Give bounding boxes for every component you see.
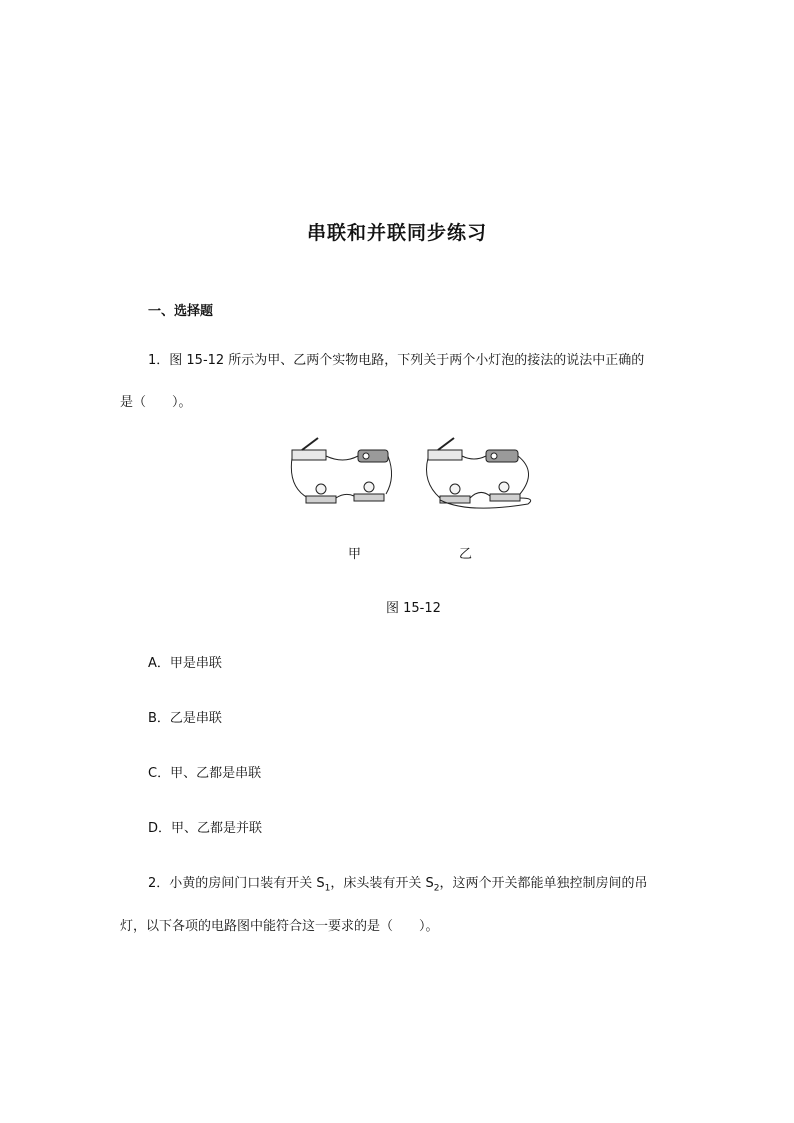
section-heading: 一、选择题: [148, 304, 214, 319]
circuit-jia: [291, 438, 391, 503]
q2-text-part3: ，这两个开关都能单独控制房间的吊: [439, 876, 648, 891]
circuit-figure: [288, 432, 538, 514]
question-2-text-line1: [148, 872, 648, 894]
option-c: C．甲、乙都是串联: [148, 766, 262, 781]
page-title: 串联和并联同步练习: [306, 222, 487, 244]
option-b: B．乙是串联: [148, 711, 222, 726]
option-d: D．甲、乙都是并联: [148, 821, 263, 836]
q2-text-part2: ，床头装有开关 S: [330, 876, 434, 891]
q2-subscript-2: 2: [433, 883, 440, 894]
figure-caption: 图 15-12: [386, 601, 441, 616]
q2-text-part1: 2．小黄的房间门口装有开关 S: [148, 876, 325, 891]
question-1-text-line2: 是（ ）。: [120, 395, 192, 410]
figure-label-yi: 乙: [459, 547, 473, 562]
option-a: A．甲是串联: [148, 656, 222, 671]
figure-label-jia: 甲: [348, 547, 362, 562]
q2-subscript-1: 1: [324, 883, 331, 894]
question-2-text-line2: 灯，以下各项的电路图中能符合这一要求的是（ ）。: [120, 919, 439, 934]
circuit-yi: [427, 438, 531, 508]
question-1-text-line1: 1．图 15-12 所示为甲、乙两个实物电路，下列关于两个小灯泡的接法的说法中正确的: [148, 353, 645, 368]
